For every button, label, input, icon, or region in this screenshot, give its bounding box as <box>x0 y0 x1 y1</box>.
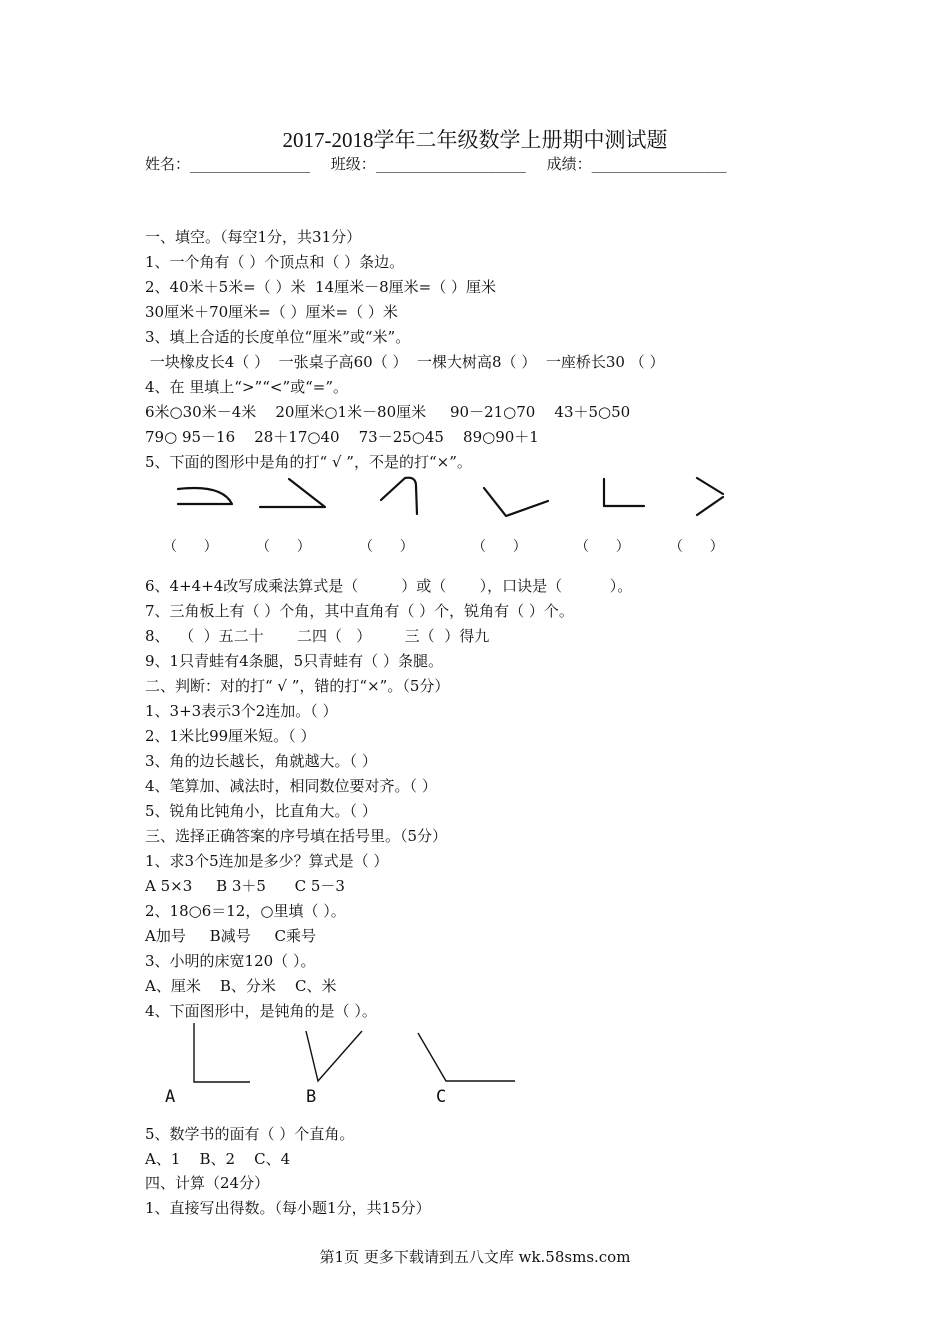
judge-4: 4、笔算加、减法时，相同数位要对齐。（ ） <box>145 777 437 795</box>
choice-5: 5、数学书的面有（ ）个直角。 <box>145 1125 355 1143</box>
section-1-heading: 一、填空。（每空1分，共31分） <box>145 228 362 246</box>
choice-3-options: A、厘米 B、分米 C、米 <box>145 977 337 995</box>
answer-paren[interactable]: （ ） <box>472 539 527 555</box>
angle-label-c: C <box>436 1087 447 1107</box>
figure-open-lines <box>697 478 723 515</box>
question-1-3-items: 一块橡皮长4（ ） 一张桌子高60（ ） 一棵大树高8（ ） 一座桥长30 （ ） <box>145 353 665 371</box>
page-footer: 第1页 更多下载请到五八文库 wk.58sms.com <box>319 1248 631 1266</box>
section-3-heading: 三、选择正确答案的序号填在括号里。（5分） <box>145 827 448 845</box>
answer-paren[interactable]: （ ） <box>359 539 414 555</box>
figure-curve-shape <box>178 488 232 504</box>
question-1-7: 7、三角板上有（ ）个角，其中直角有（ ）个，锐角有（ ）个。 <box>145 602 574 620</box>
question-1-3: 3、填上合适的长度单位“厘米”或“米”。 <box>145 328 411 346</box>
option-c-obtuse-angle <box>418 1033 515 1081</box>
name-blank: ________________ <box>190 155 311 173</box>
page-title: 2017-2018学年二年级数学上册期中测试题 <box>282 128 668 152</box>
choice-2: 2、18○6＝12，○里填（ ）。 <box>145 902 346 920</box>
section-4-heading: 四、计算（24分） <box>145 1174 270 1192</box>
answer-paren[interactable]: （ ） <box>163 539 218 555</box>
judge-5: 5、锐角比钝角小，比直角大。（ ） <box>145 802 377 820</box>
figure-obtuse-angle <box>484 488 548 516</box>
choice-2-options: A加号 B减号 C乘号 <box>145 927 317 945</box>
question-1-2b: 30厘米＋70厘米=（ ）厘米=（ ）米 <box>145 303 398 321</box>
choice-4: 4、下面图形中，是钝角的是（ ）。 <box>145 1002 377 1020</box>
figure-acute-angle <box>260 479 325 507</box>
section-2-heading: 二、判断：对的打“ √ ”，错的打“×”。（5分） <box>145 677 450 695</box>
choice-1: 1、求3个5连加是多少？算式是（ ） <box>145 852 389 870</box>
question-1-6: 6、4+4+4改写成乘法算式是（ ）或（ ），口诀是（ ）。 <box>145 577 633 595</box>
judge-3: 3、角的边长越长，角就越大。（ ） <box>145 752 377 770</box>
question-1-1: 1、一个角有（ ）个顶点和（ ）条边。 <box>145 253 405 271</box>
name-label: 姓名： <box>145 155 191 173</box>
question-1-4: 4、在 里填上“>”“<”或“=”。 <box>145 378 349 396</box>
option-b-acute-angle <box>306 1031 362 1081</box>
score-blank: __________________ <box>591 155 727 173</box>
judge-2: 2、1米比99厘米短。（ ） <box>145 727 316 745</box>
answer-parens-row <box>0 536 950 556</box>
choice-3: 3、小明的床宽120（ ）。 <box>145 952 316 970</box>
choice-1-options: A 5×3 B 3＋5 C 5－3 <box>145 877 345 895</box>
class-blank: ____________________ <box>375 155 526 173</box>
question-1-4-row1: 6米○30米－4米 20厘米○1米－80厘米 90－21○70 43＋5○50 <box>145 403 631 421</box>
figure-right-angle <box>604 479 644 506</box>
score-label: 成绩： <box>546 155 592 173</box>
question-1-2a: 2、40米＋5米=（ ）米 14厘米－8厘米=（ ）厘米 <box>145 278 497 296</box>
question-1-5: 5、下面的图形中是角的打“ √ ”，不是的打“×”。 <box>145 453 472 471</box>
figure-curved-angle <box>381 478 417 514</box>
answer-paren[interactable]: （ ） <box>256 539 311 555</box>
question-1-8: 8、 （ ）五二十 二四（ ） 三（ ）得九 <box>145 627 490 645</box>
answer-paren[interactable]: （ ） <box>669 539 724 555</box>
option-a-right-angle <box>194 1023 250 1082</box>
question-1-4-row2: 79○ 95－16 28＋17○40 73－25○45 89○90＋1 <box>145 428 539 446</box>
question-1-9: 9、1只青蛙有4条腿，5只青蛙有（ ）条腿。 <box>145 652 443 670</box>
angle-label-b: B <box>306 1087 317 1107</box>
calc-1: 1、直接写出得数。（每小题1分，共15分） <box>145 1199 431 1217</box>
judge-1: 1、3+3表示3个2连加。（ ） <box>145 702 338 720</box>
class-label: 班级： <box>330 155 376 173</box>
choice-5-options: A、1 B、2 C、4 <box>145 1150 291 1168</box>
answer-paren[interactable]: （ ） <box>575 539 630 555</box>
angle-label-a: A <box>165 1087 176 1107</box>
